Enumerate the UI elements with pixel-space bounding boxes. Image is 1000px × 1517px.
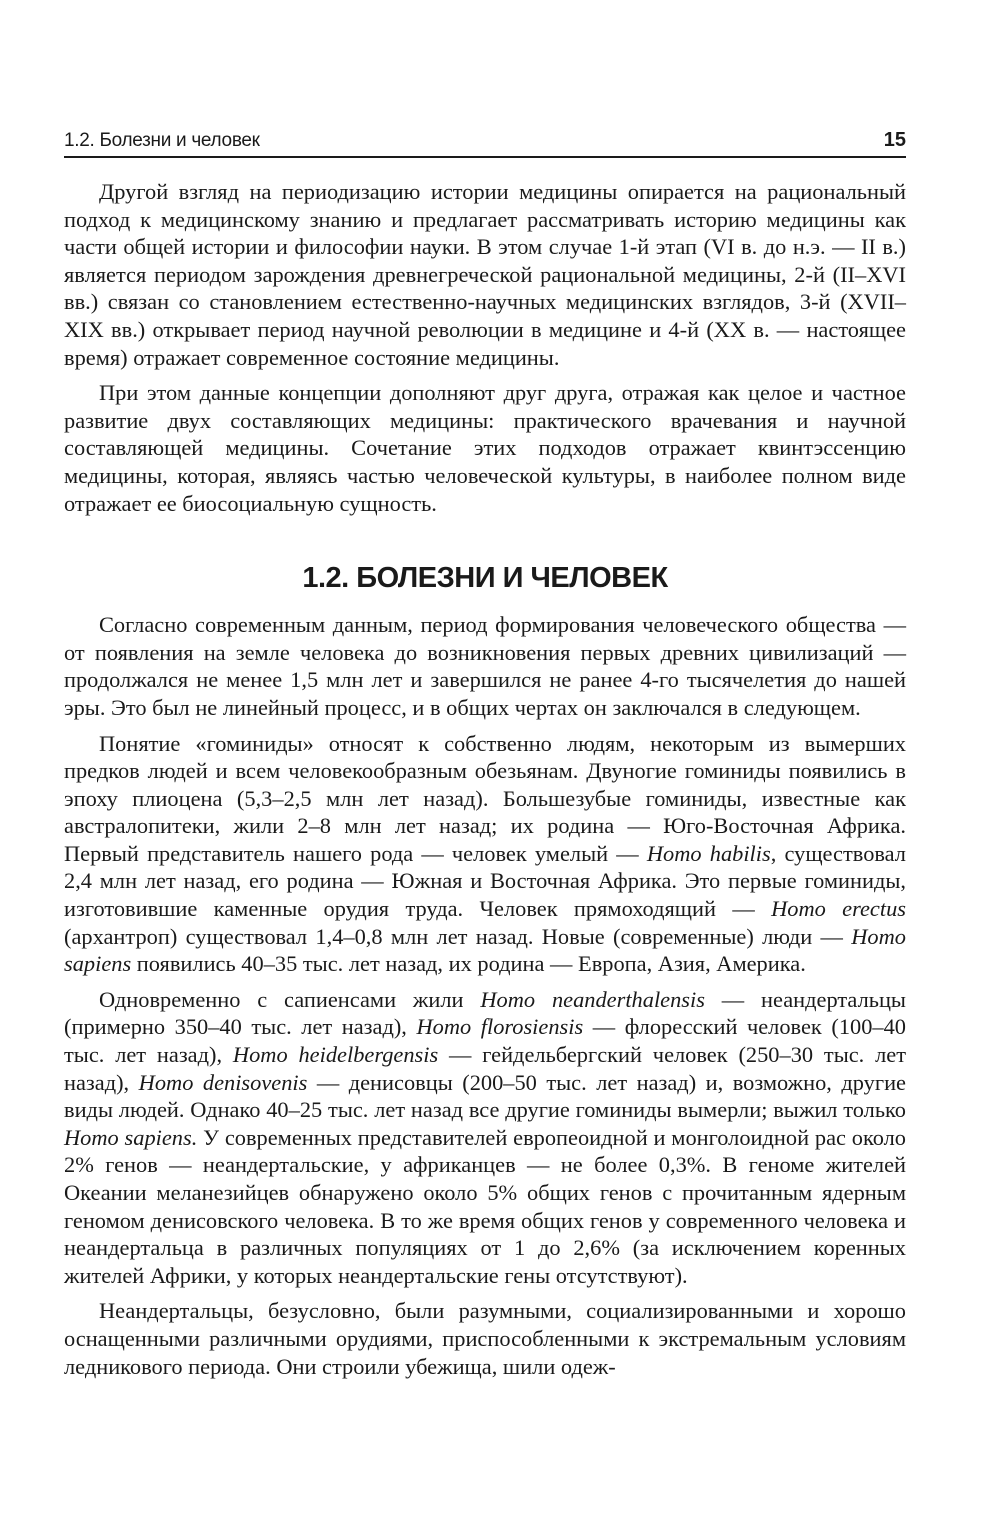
paragraph-neanderthals: Неандертальцы, безусловно, были разумными, социализированными и хорошо оснащенными различными орудиями, приспособленными к экстремальным условиям ледникового периода. Они строили убежища, шили одеж- bbox=[64, 1298, 906, 1379]
text-run: появились 40–35 тыс. лет назад, их родина — Европа, Азия, Америка. bbox=[136, 951, 806, 977]
running-header bbox=[64, 126, 906, 158]
text-run: — гейдельбергский человек (250–30 тыс. лет назад), bbox=[64, 1042, 907, 1095]
paragraph-human-society: Согласно современным данным, период формирования человеческого общества — от появления на земле человека до возникновения первых древних цивилизаций — продолжался не менее 1,5 млн лет и завершился не ранее 4-го тысячелетия до нашей эры. Это был не линейный процесс, и в общих чертах он заключался в следующем. bbox=[64, 612, 906, 720]
text-run: (архантроп) существовал 1,4–0,8 млн лет назад. Новые (современные) люди — bbox=[64, 923, 843, 949]
paragraph-concepts: При этом данные концепции дополняют друг друга, отражая как целое и частное развитие двух составляющих медицины: практического врачевания и научной составляющей медицины. Сочетание этих подходов отражает квинтэссенцию медицины, которая, являясь частью человеческой культуры, в наиболее полном виде отражает ее биосоциальную сущность. bbox=[64, 380, 906, 516]
body-text bbox=[64, 178, 906, 1380]
section-heading: 1.2. БОЛЕЗНИ И ЧЕЛОВЕК bbox=[302, 562, 668, 595]
text-run: — флоресский человек (100–40 тыс. лет назад), bbox=[64, 1014, 906, 1068]
species-name: Homo habilis bbox=[646, 840, 771, 866]
running-header-title: 1.2. Болезни и человек bbox=[64, 130, 260, 151]
paragraph-periodization: Другой взгляд на периодизацию истории медицины опирается на рациональный подход к медицинскому знанию и предлагает рассматривать историю медицины как части общей истории и философии науки. В этом случае 1-й этап (VI в. до н.э. — II в.) является периодом зарождения древнегреческой рациональной медицины, 2-й (II–XVI вв.) связан со становлением естественно-научных медицинских взглядов, 3-й (XVII–XIX вв.) открывает период научной революции в медицине и 4-й (XX в. — настоящее время) отражает современное состояние медицины. bbox=[64, 179, 906, 370]
text-run: Понятие «гоминиды» относят к собственно людям, некоторым из вымерших предков людей и всем человекообразным обезьянам. Двуногие гоминиды появились в эпоху плиоцена (5,3–2,5 млн лет назад). Большезубые гоминиды, известные как австралопитеки, жили 2–8 млн лет назад; их родина — Юго-Восточная Африка. Первый представитель нашего рода — человек умелый — bbox=[64, 730, 906, 866]
paragraph-hominids bbox=[64, 730, 906, 978]
paragraph-other-species bbox=[64, 986, 906, 1290]
species-name: Homo neanderthalensis bbox=[480, 986, 705, 1012]
text-run: — денисовцы (200–50 тыс. лет назад) и, возможно, другие виды людей. Однако 40–25 тыс. лет назад все другие гоминиды вымерли; выжил только bbox=[64, 1069, 906, 1123]
text-run: , существовал 2,4 млн лет назад, его родина — Южная и Восточная Африка. Это первые гоминиды, изготовившие каменные орудия труда. Человек прямоходящий — bbox=[64, 840, 906, 922]
species-name: Homo florosiensis bbox=[416, 1014, 584, 1040]
text-run: Одновременно с сапиенсами жили bbox=[99, 986, 464, 1012]
text-run: — неандертальцы (примерно 350–40 тыс. лет назад), bbox=[64, 986, 906, 1040]
species-name: Homo sapiens bbox=[64, 923, 906, 977]
text-run: У современных представителей европеоидной и монголоидной рас около 2% генов — неандертальские, у африканцев — не более 0,3%. В геноме жителей Океании меланезийцев обнаружено около 5% общих генов с прочитанным ядерным геномом денисовского человека. В то же время общих генов у современного человека и неандертальца в различных популяциях от 1 до 2,6% (за исключением коренных жителей Африки, у которых неандертальские гены отсутствуют). bbox=[64, 1124, 906, 1288]
species-name: Homo erectus bbox=[771, 896, 906, 922]
species-name: Homo denisovenis bbox=[138, 1069, 308, 1095]
species-name: Homo heidelbergensis bbox=[232, 1042, 439, 1068]
species-name: Homo sapiens. bbox=[64, 1124, 198, 1150]
page-number: 15 bbox=[883, 129, 906, 151]
